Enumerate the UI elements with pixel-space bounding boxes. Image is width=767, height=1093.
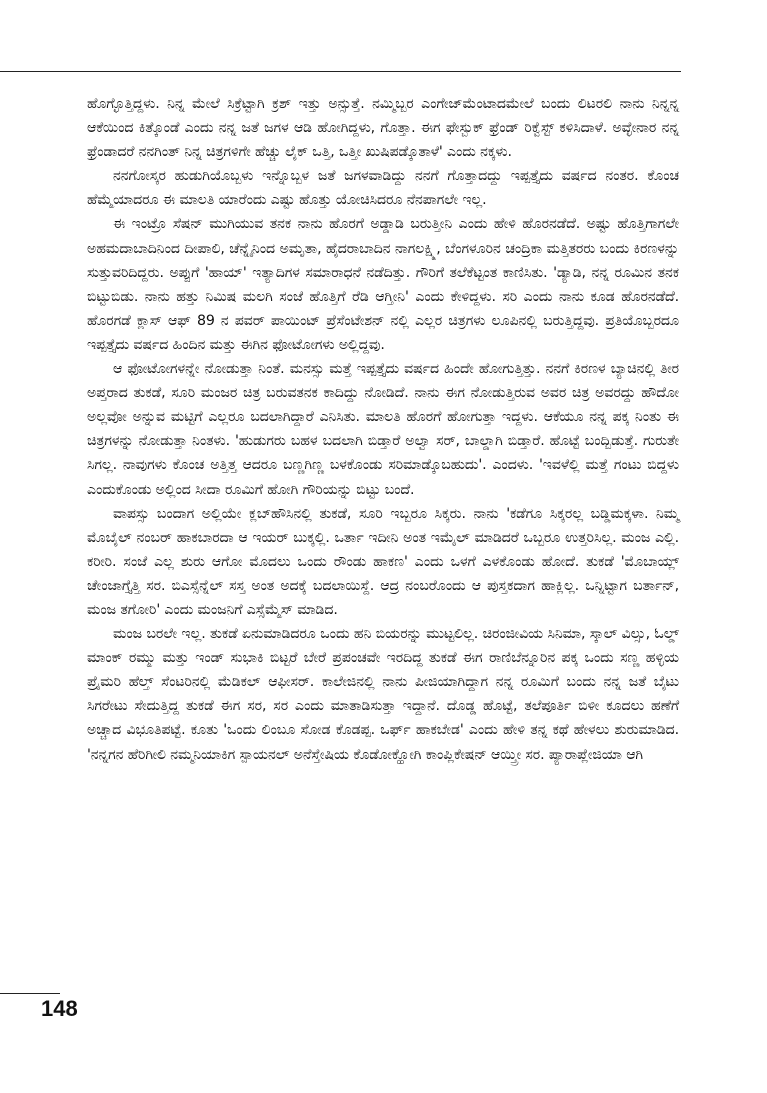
page-number: 148 [41,996,78,1021]
top-rule [0,71,681,72]
paragraph: ಹೊಗ್ಳೊತ್ತಿದ್ದಳು. ನಿನ್ನ ಮೇಲೆ ಸಿಕ್ರೆಟ್ಟಾಗಿ ಕ್ರಶ್ ಇತ್ತು ಅನ್ಸುತ್ತೆ. ನಮ್ಮಿಬ್ಬರ ಎಂಗೇಜ್‌ಮೆಂಟಾದಮೇಲೆ ಬಂದು ಲಿಟರಲಿ ನಾನು ನಿನ್ನನ್ನ ಆಕೆಯಿಂದ ಕಿತ್ಕೊಂಡೆ ಎಂದು ನನ್ನ ಜತೆ ಜಗಳ ಆಡಿ ಹೋಗಿದ್ದಳು, ಗೊತ್ತಾ. ಈಗ ಫೇಸ್ಬುಕ್ ಫ್ರೆಂಡ್ ರಿಕ್ವೆಸ್ಟ್ ಕಳಿಸಿದಾಳೆ. ಅವ್ಳೇನಾರ ನನ್ನ ಫ್ರೆಂಡಾದರೆ ನನಗಿಂತ್ ನಿನ್ನ ಚಿತ್ರಗಳಿಗೇ ಹೆಚ್ಚು ಲೈಕ್ ಒತ್ತಿ, ಒತ್ತೀ ಖುಷಿಪಡ್ಕೊತಾಳೆ' ಎಂದು ನಕ್ಕಳು. [87,96,679,161]
body-text [87,92,679,767]
paragraph: ಮಂಜ ಬರಲೇ ಇಲ್ಲ. ತುಕಡೆ ಏನುಮಾಡಿದರೂ ಒಂದು ಹನಿ ಬಿಯರನ್ನು ಮುಟ್ಟಲಿಲ್ಲ. ಚಿರಂಜೀವಿಯ ಸಿನಿಮಾ, ಸ್ಕಾಲ್ ವಿಲ್ಸು, ಓಲ್ಡ್ ಮಾಂಕ್ ರಮ್ಮು ಮತ್ತು ಇಂಡ್ ಸುಭಾಕಿ ಬಿಟ್ಟರೆ ಬೇರೆ ಪ್ರಪಂಚವೇ ಇರದಿದ್ದ ತುಕಡೆ ಈಗ ರಾಣಿಬೆನ್ನೂರಿನ ಪಕ್ಕ ಒಂದು ಸಣ್ಣ ಹಳ್ಳಿಯ ಪ್ರೈಮರಿ ಹೆಲ್ತ್ ಸೆಂಟರಿನಲ್ಲಿ ಮೆಡಿಕಲ್ ಆಫೀಸರ್. ಕಾಲೇಜಿನಲ್ಲಿ ನಾನು ಪೀಜಿಯಾಗಿದ್ದಾಗ ನನ್ನ ರೂಮಿಗೆ ಬಂದು ನನ್ನ ಜತೆ ಬೈಟು ಸಿಗರೇಟು ಸೇದುತ್ತಿದ್ದ ತುಕಡೆ ಈಗ ಸರ, ಸರ ಎಂದು ಮಾತಾಡಿಸುತ್ತಾ ಇದ್ದಾನೆ. ದೊಡ್ಡ ಹೊಟ್ಟೆ, ತಲೆಪೂರ್ತಿ ಬಿಳೀ ಕೂದಲು ಹಣೆಗೆ ಅಚ್ಚಾದ ವಿಭೂತಿಪಟ್ಟೆ. ಕೂತು 'ಒಂದು ಲಿಂಬೂ ಸೋಡ ಕೊಡಪ್ಪ. ಒರ್ಫ್ ಹಾಕಬೇಡ' ಎಂದು ಹೇಳಿ ತನ್ನ ಕಥೆ ಹೇಳಲು ಶುರುಮಾಡಿದ. 'ನನ್ನಗನ ಹೆರಿಗೀಲಿ ನಮ್ಮನಿಯಾಕಿಗ ಸ್ಪಾಯನಲ್ ಅನೆಸ್ತೇಷಿಯ ಕೊಡೋಕ್ಹೋಗಿ ಕಾಂಪ್ಲಿಕೇಷನ್ ಆಯ್ತ್ರೀ ಸರ. ಪ್ಯಾರಾಪ್ಲೇಜಿಯಾ ಆಗಿ [87,626,679,763]
paragraph: ಈ ಇಂಟ್ರೊ ಸೆಷನ್ ಮುಗಿಯುವ ತನಕ ನಾನು ಹೊರಗೆ ಅಡ್ಡಾಡಿ ಬರುತ್ತೀನಿ ಎಂದು ಹೇಳಿ ಹೊರನಡೆದೆ. ಅಷ್ಟು ಹೊತ್ತಿಗಾಗಲೇ ಅಹಮದಾಬಾದಿನಿಂದ ದೀಪಾಲಿ, ಚೆನ್ನೈನಿಂದ ಅಮೃತಾ, ಹೈದರಾಬಾದಿನ ನಾಗಲಕ್ಷ್ಮಿ, ಬೆಂಗಳೂರಿನ ಚಂದ್ರಿಕಾ ಮತ್ತಿತರರು ಬಂದು ಕಿರಣಳನ್ನು ಸುತ್ತುವರಿದಿದ್ದರು. ಅಪ್ಪುಗೆ 'ಹಾಯ್' ಇತ್ಯಾದಿಗಳ ಸಮಾರಾಧನೆ ನಡೆದಿತ್ತು. ಗೌರಿಗೆ ತಲೆಕೆಟ್ಟಂತ ಕಾಣಿಸಿತು. 'ಡ್ಯಾಡಿ, ನನ್ನ ರೂಮಿನ ತನಕ ಬಿಟ್ಟುಬಿಡು. ನಾನು ಹತ್ತು ನಿಮಿಷ ಮಲಗಿ ಸಂಜೆ ಹೊತ್ತಿಗೆ ರೆಡಿ ಆಗ್ತೀನಿ' ಎಂದು ಕೇಳಿದ್ದಳು. ಸರಿ ಎಂದು ನಾನು ಕೂಡ ಹೊರನಡೆದೆ. ಹೊರಗಡೆ ಕ್ಲಾಸ್ ಆಫ್ 89 ನ ಪವರ್ ಪಾಯಿಂಟ್ ಪ್ರೆಸೆಂಟೇಶನ್ ನಲ್ಲಿ ಎಲ್ಲರ ಚಿತ್ರಗಳು ಲೂಪಿನಲ್ಲಿ ಬರುತ್ತಿದ್ದವು. ಪ್ರತಿಯೊಬ್ಬರದೂ ಇಪ್ಪತ್ತೈದು ವರ್ಷದ ಹಿಂದಿನ ಮತ್ತು ಈಗಿನ ಫೋಟೋಗಳು ಅಲ್ಲಿದ್ದವು. [87,216,679,353]
paragraph: ಆ ಫೋಟೋಗಳನ್ನೇ ನೋಡುತ್ತಾ ನಿಂತೆ. ಮನಸ್ಸು ಮತ್ತೆ ಇಪ್ಪತ್ತೈದು ವರ್ಷದ ಹಿಂದೇ ಹೋಗುತ್ತಿತ್ತು. ನನಗೆ ಕಿರಣಳ ಬ್ಯಾಚಿನಲ್ಲಿ ತೀರ ಅಪ್ತರಾದ ತುಕಡೆ, ಸೂರಿ ಮಂಜರ ಚಿತ್ರ ಬರುವತನಕ ಕಾದಿದ್ದು ನೋಡಿದೆ. ನಾನು ಈಗ ನೋಡುತ್ತಿರುವ ಅವರ ಚಿತ್ರ ಅವರದ್ದು ಹೌದೋ ಅಲ್ಲವೋ ಅನ್ನುವ ಮಟ್ಟಿಗೆ ಎಲ್ಲರೂ ಬದಲಾಗಿದ್ದಾರೆ ಎನಿಸಿತು. ಮಾಲತಿ ಹೊರಗೆ ಹೋಗುತ್ತಾ ಇದ್ದಳು. ಆಕೆಯೂ ನನ್ನ ಪಕ್ಕ ನಿಂತು ಈ ಚಿತ್ರಗಳನ್ನು ನೋಡುತ್ತಾ ನಿಂತಳು. 'ಹುಡುಗರು ಬಹಳ ಬದಲಾಗಿ ಬಿಡ್ತಾರೆ ಅಲ್ವಾ ಸರ್, ಬಾಲ್ಡಾಗಿ ಬಿಡ್ತಾರೆ. ಹೊಟ್ಟೆ ಬಂದ್ಬಿಡುತ್ತೆ. ಗುರುತೇ ಸಿಗಲ್ಲ. ನಾವುಗಳು ಕೊಂಚ ಅತ್ತಿತ್ತ ಆದರೂ ಬಣ್ಣಗಿಣ್ಣ ಬಳಕೊಂಡು ಸರಿಮಾಡ್ಕೊಬಹುದು'. ಎಂದಳು. 'ಇವಳೆಲ್ಲಿ ಮತ್ತೆ ಗಂಟು ಬಿದ್ದಳು ಎಂದುಕೊಂಡು ಅಲ್ಲಿಂದ ಸೀದಾ ರೂಮಿಗೆ ಹೋಗಿ ಗೌರಿಯನ್ನು ಬಿಟ್ಟು ಬಂದೆ. [87,361,679,498]
paragraph: ವಾಪಸ್ಸು ಬಂದಾಗ ಅಲ್ಲಿಯೇ ಕ್ಲಬ್‌ಹೌಸಿನಲ್ಲಿ ತುಕಡೆ, ಸೂರಿ ಇಬ್ಬರೂ ಸಿಕ್ಕರು. ನಾನು 'ಕಡೆಗೂ ಸಿಕ್ಕರಲ್ಲ ಬಡ್ಡಿಮಕ್ಕಳಾ. ನಿಮ್ಮ ಮೊಬೈಲ್ ನಂಬರ್ ಹಾಕಬಾರದಾ ಆ ಇಯರ್ ಬುಕ್ಕಲ್ಲಿ. ಒರ್ತಾ ಇದೀನಿ ಅಂತ ಇಮೈಲ್ ಮಾಡಿದರೆ ಒಬ್ಬರೂ ಉತ್ತರಿಸಿಲ್ಲ. ಮಂಜ ಎಲ್ಲಿ. ಕರೀರಿ. ಸಂಜೆ ಎಲ್ಲ ಶುರು ಆಗೋ ಮೊದಲು ಒಂದು ರೌಂಡು ಹಾಕಣ' ಎಂದು ಒಳಗೆ ಎಳಕೊಂಡು ಹೋದೆ. ತುಕಡೆ 'ಮೊಬಾಯ್ಲ್ ಚೇಂಜಾಗ್ತೈತ್ತಿ ಸರ. ಬಿಎಸ್ಸೆನ್ನೆಲ್ ಸಸ್ತ ಅಂತ ಅದಕ್ಕೆ ಬದಲಾಯಿಸ್ದೆ. ಆದ್ರ ನಂಬರೊಂದು ಆ ಪುಸ್ತಕದಾಗ ಹಾಕ್ಲಿಲ್ಲ. ಒನ್ನಿಟ್ಟಾಗ ಬರ್ತಾನ್, ಮಂಜ ತಗೋರಿ' ಎಂದು ಮಂಜನಿಗೆ ಎಸ್ಸೆಮ್ಮೆಸ್ ಮಾಡಿದ. [87,505,679,618]
paragraph: ನನಗೋಸ್ಕರ ಹುಡುಗಿಯೊಬ್ಬಳು ಇನ್ನೊಬ್ಬಳ ಜತೆ ಜಗಳವಾಡಿದ್ದು ನನಗೆ ಗೊತ್ತಾದದ್ದು ಇಪ್ಪತ್ತೈದು ವರ್ಷದ ನಂತರ. ಕೊಂಚ ಹೆಮ್ಮೆಯಾದರೂ ಈ ಮಾಲತಿ ಯಾರೆಂದು ಎಷ್ಟು ಹೊತ್ತು ಯೋಚಿಸಿದರೂ ನೆನಪಾಗಲೇ ಇಲ್ಲ. [87,168,679,209]
footer-rule [0,993,60,994]
